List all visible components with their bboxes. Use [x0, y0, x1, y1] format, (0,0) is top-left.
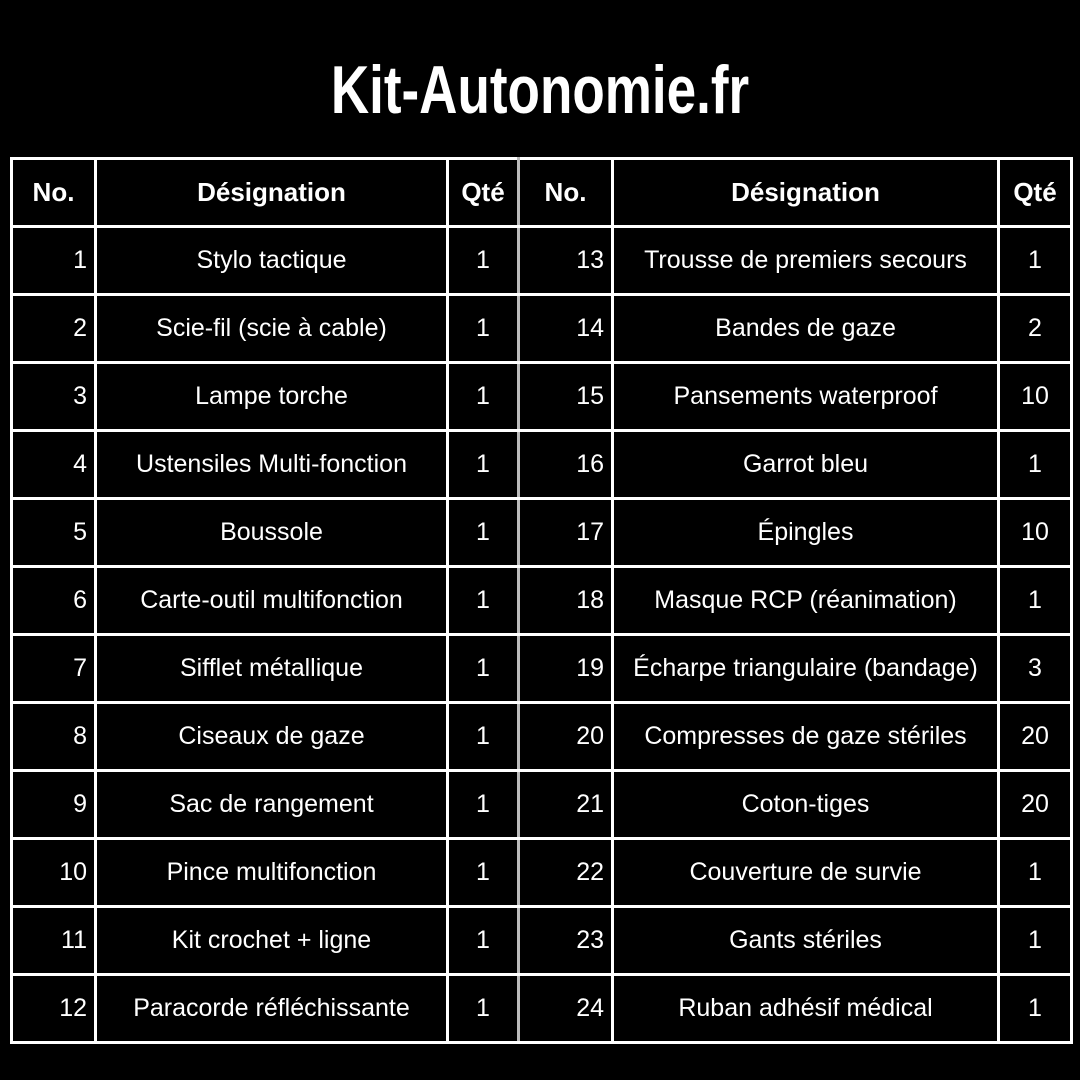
table-row [12, 635, 1072, 703]
item-designation: Bandes de gaze [613, 295, 999, 363]
item-designation: Lampe torche [96, 363, 448, 431]
table-header-row [12, 159, 1072, 227]
item-quantity: 10 [999, 363, 1072, 431]
item-number: 2 [12, 295, 96, 363]
item-quantity: 1 [448, 771, 519, 839]
item-designation: Écharpe triangulaire (bandage) [613, 635, 999, 703]
item-number: 11 [12, 907, 96, 975]
item-number: 9 [12, 771, 96, 839]
item-designation: Masque RCP (réanimation) [613, 567, 999, 635]
header-designation: Désignation [96, 159, 448, 227]
table-row [12, 975, 1072, 1043]
item-number: 20 [519, 703, 613, 771]
item-quantity: 1 [448, 839, 519, 907]
item-designation: Ciseaux de gaze [96, 703, 448, 771]
item-number: 17 [519, 499, 613, 567]
item-quantity: 20 [999, 771, 1072, 839]
item-quantity: 1 [999, 975, 1072, 1043]
item-designation: Compresses de gaze stériles [613, 703, 999, 771]
item-number: 16 [519, 431, 613, 499]
item-designation: Couverture de survie [613, 839, 999, 907]
item-number: 4 [12, 431, 96, 499]
item-quantity: 1 [999, 839, 1072, 907]
item-number: 18 [519, 567, 613, 635]
table-row [12, 499, 1072, 567]
table-row [12, 771, 1072, 839]
item-number: 24 [519, 975, 613, 1043]
item-quantity: 20 [999, 703, 1072, 771]
item-designation: Épingles [613, 499, 999, 567]
item-quantity: 1 [448, 635, 519, 703]
item-designation: Pince multifonction [96, 839, 448, 907]
item-quantity: 1 [999, 567, 1072, 635]
table-row [12, 227, 1072, 295]
item-quantity: 1 [448, 907, 519, 975]
header-qty: Qté [448, 159, 519, 227]
item-designation: Coton-tiges [613, 771, 999, 839]
item-quantity: 1 [448, 431, 519, 499]
table-row [12, 431, 1072, 499]
item-designation: Kit crochet + ligne [96, 907, 448, 975]
item-quantity: 1 [448, 227, 519, 295]
item-number: 7 [12, 635, 96, 703]
header-no: No. [12, 159, 96, 227]
table-row [12, 907, 1072, 975]
item-designation: Carte-outil multifonction [96, 567, 448, 635]
item-number: 3 [12, 363, 96, 431]
item-quantity: 1 [448, 703, 519, 771]
header-no: No. [519, 159, 613, 227]
header-qty: Qté [999, 159, 1072, 227]
item-quantity: 1 [448, 567, 519, 635]
item-designation: Trousse de premiers secours [613, 227, 999, 295]
item-designation: Sifflet métallique [96, 635, 448, 703]
item-number: 1 [12, 227, 96, 295]
item-designation: Gants stériles [613, 907, 999, 975]
item-designation: Stylo tactique [96, 227, 448, 295]
item-quantity: 1 [999, 431, 1072, 499]
table-row [12, 295, 1072, 363]
kit-contents-table [10, 157, 1073, 1044]
item-designation: Ustensiles Multi-fonction [96, 431, 448, 499]
header-designation: Désignation [613, 159, 999, 227]
table-row [12, 567, 1072, 635]
item-number: 5 [12, 499, 96, 567]
table-row [12, 703, 1072, 771]
item-number: 12 [12, 975, 96, 1043]
table-row [12, 363, 1072, 431]
item-quantity: 10 [999, 499, 1072, 567]
item-designation: Scie-fil (scie à cable) [96, 295, 448, 363]
item-quantity: 2 [999, 295, 1072, 363]
item-designation: Garrot bleu [613, 431, 999, 499]
item-quantity: 1 [448, 975, 519, 1043]
item-number: 21 [519, 771, 613, 839]
table-row [12, 839, 1072, 907]
item-number: 8 [12, 703, 96, 771]
item-quantity: 1 [448, 295, 519, 363]
item-quantity: 3 [999, 635, 1072, 703]
item-quantity: 1 [999, 227, 1072, 295]
item-designation: Paracorde réfléchissante [96, 975, 448, 1043]
item-designation: Ruban adhésif médical [613, 975, 999, 1043]
item-quantity: 1 [999, 907, 1072, 975]
item-designation: Sac de rangement [96, 771, 448, 839]
item-designation: Pansements waterproof [613, 363, 999, 431]
page-title: Kit-Autonomie.fr [330, 52, 750, 128]
item-designation: Boussole [96, 499, 448, 567]
item-number: 22 [519, 839, 613, 907]
item-number: 19 [519, 635, 613, 703]
item-number: 13 [519, 227, 613, 295]
item-number: 15 [519, 363, 613, 431]
item-number: 10 [12, 839, 96, 907]
item-number: 6 [12, 567, 96, 635]
item-number: 14 [519, 295, 613, 363]
item-quantity: 1 [448, 363, 519, 431]
item-number: 23 [519, 907, 613, 975]
item-quantity: 1 [448, 499, 519, 567]
